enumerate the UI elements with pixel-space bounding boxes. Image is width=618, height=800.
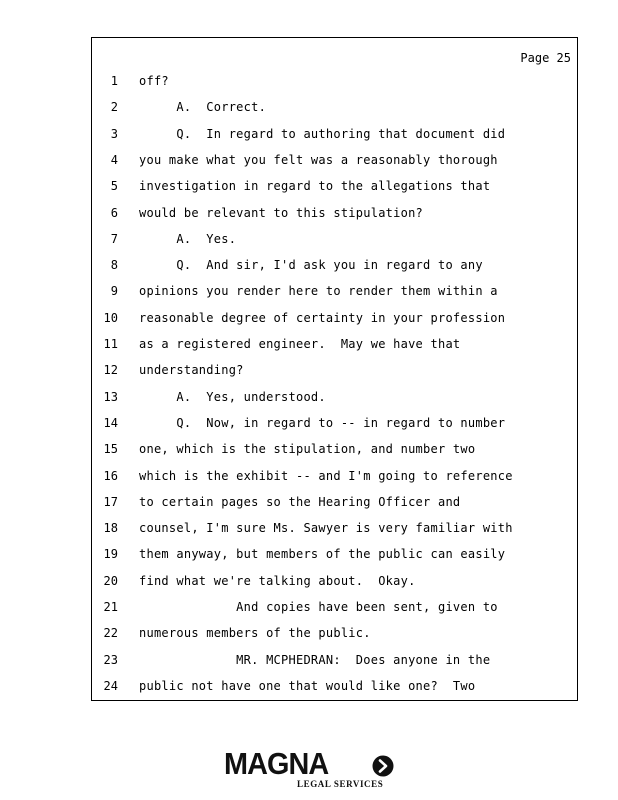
line-text: one, which is the stipulation, and number two [139,442,476,457]
transcript-line [92,100,577,118]
line-number: 6 [110,205,118,220]
line-text: Q. And sir, I'd ask you in regard to any [139,258,483,273]
line-number: 19 [103,547,118,562]
logo-wordmark: MAGNA [224,746,329,781]
line-text: as a registered engineer. May we have that [139,337,461,351]
arrow-circle-icon [372,755,394,777]
line-text: A. Correct. [139,100,267,115]
transcript-line [92,258,577,276]
transcript-line [92,469,577,487]
line-number: 3 [110,126,118,141]
line-text: understanding? [139,363,244,378]
transcript-line [92,284,577,302]
line-number: 9 [110,284,118,299]
line-number: 16 [103,468,118,483]
line-number: 8 [110,258,118,273]
line-number: 21 [103,600,118,614]
line-text: counsel, I'm sure Ms. Sawyer is very familiar with [139,521,513,536]
transcript-line [92,626,577,644]
transcript-line [92,547,577,565]
line-text: public not have one that would like one? Two [139,678,476,693]
line-text: to certain pages so the Hearing Officer and [139,494,461,509]
line-number: 23 [103,652,118,667]
line-number: 24 [103,678,118,693]
magna-logo [224,748,399,792]
transcript-line [92,390,577,408]
line-text: opinions you render here to render them within a [139,284,498,299]
line-text: A. Yes, understood. [139,389,326,404]
line-number: 11 [103,337,118,351]
transcript-line [92,232,577,250]
line-text: you make what you felt was a reasonably thorough [139,152,498,167]
line-number: 20 [103,573,118,588]
line-number: 7 [110,231,118,246]
page-number: Page 25 [520,51,571,65]
line-number: 2 [110,100,118,115]
line-number: 17 [103,494,118,509]
transcript-line [92,495,577,513]
transcript-line [92,337,577,355]
transcript-line [92,521,577,539]
transcript-line [92,311,577,329]
transcript-line [92,600,577,618]
line-text: Q. In regard to authoring that document did [139,126,506,141]
line-number: 13 [103,389,118,404]
line-text: which is the exhibit -- and I'm going to reference [139,468,513,483]
line-text: would be relevant to this stipulation? [139,205,424,220]
transcript-line [92,363,577,381]
line-text: A. Yes. [139,231,237,246]
transcript-line [92,653,577,671]
line-number: 10 [103,310,118,325]
line-text: MR. MCPHEDRAN: Does anyone in the [139,652,491,667]
line-text: Q. Now, in regard to -- in regard to number [139,415,506,430]
line-text: investigation in regard to the allegations that [139,179,491,194]
transcript-line [92,679,577,697]
transcript-line [92,179,577,197]
line-number: 5 [110,179,118,194]
logo-subtext: LEGAL SERVICES [297,779,384,789]
transcript-line [92,574,577,592]
transcript-line [92,206,577,224]
line-text: numerous members of the public. [139,626,371,641]
transcript-page [91,37,578,701]
transcript-line [92,442,577,460]
line-number: 14 [103,415,118,430]
line-text: reasonable degree of certainty in your profession [139,310,506,325]
line-number: 4 [110,152,118,167]
line-text: find what we're talking about. Okay. [139,573,416,588]
line-number: 12 [103,363,118,378]
line-number: 15 [103,442,118,457]
line-number: 22 [103,626,118,641]
line-text: them anyway, but members of the public can easily [139,547,506,562]
transcript-line [92,153,577,171]
transcript-line [92,74,577,92]
transcript-line [92,127,577,145]
line-text: And copies have been sent, given to [139,600,498,614]
line-text: off? [139,74,169,88]
line-number: 18 [103,521,118,536]
transcript-line [92,416,577,434]
line-number: 1 [110,74,118,88]
